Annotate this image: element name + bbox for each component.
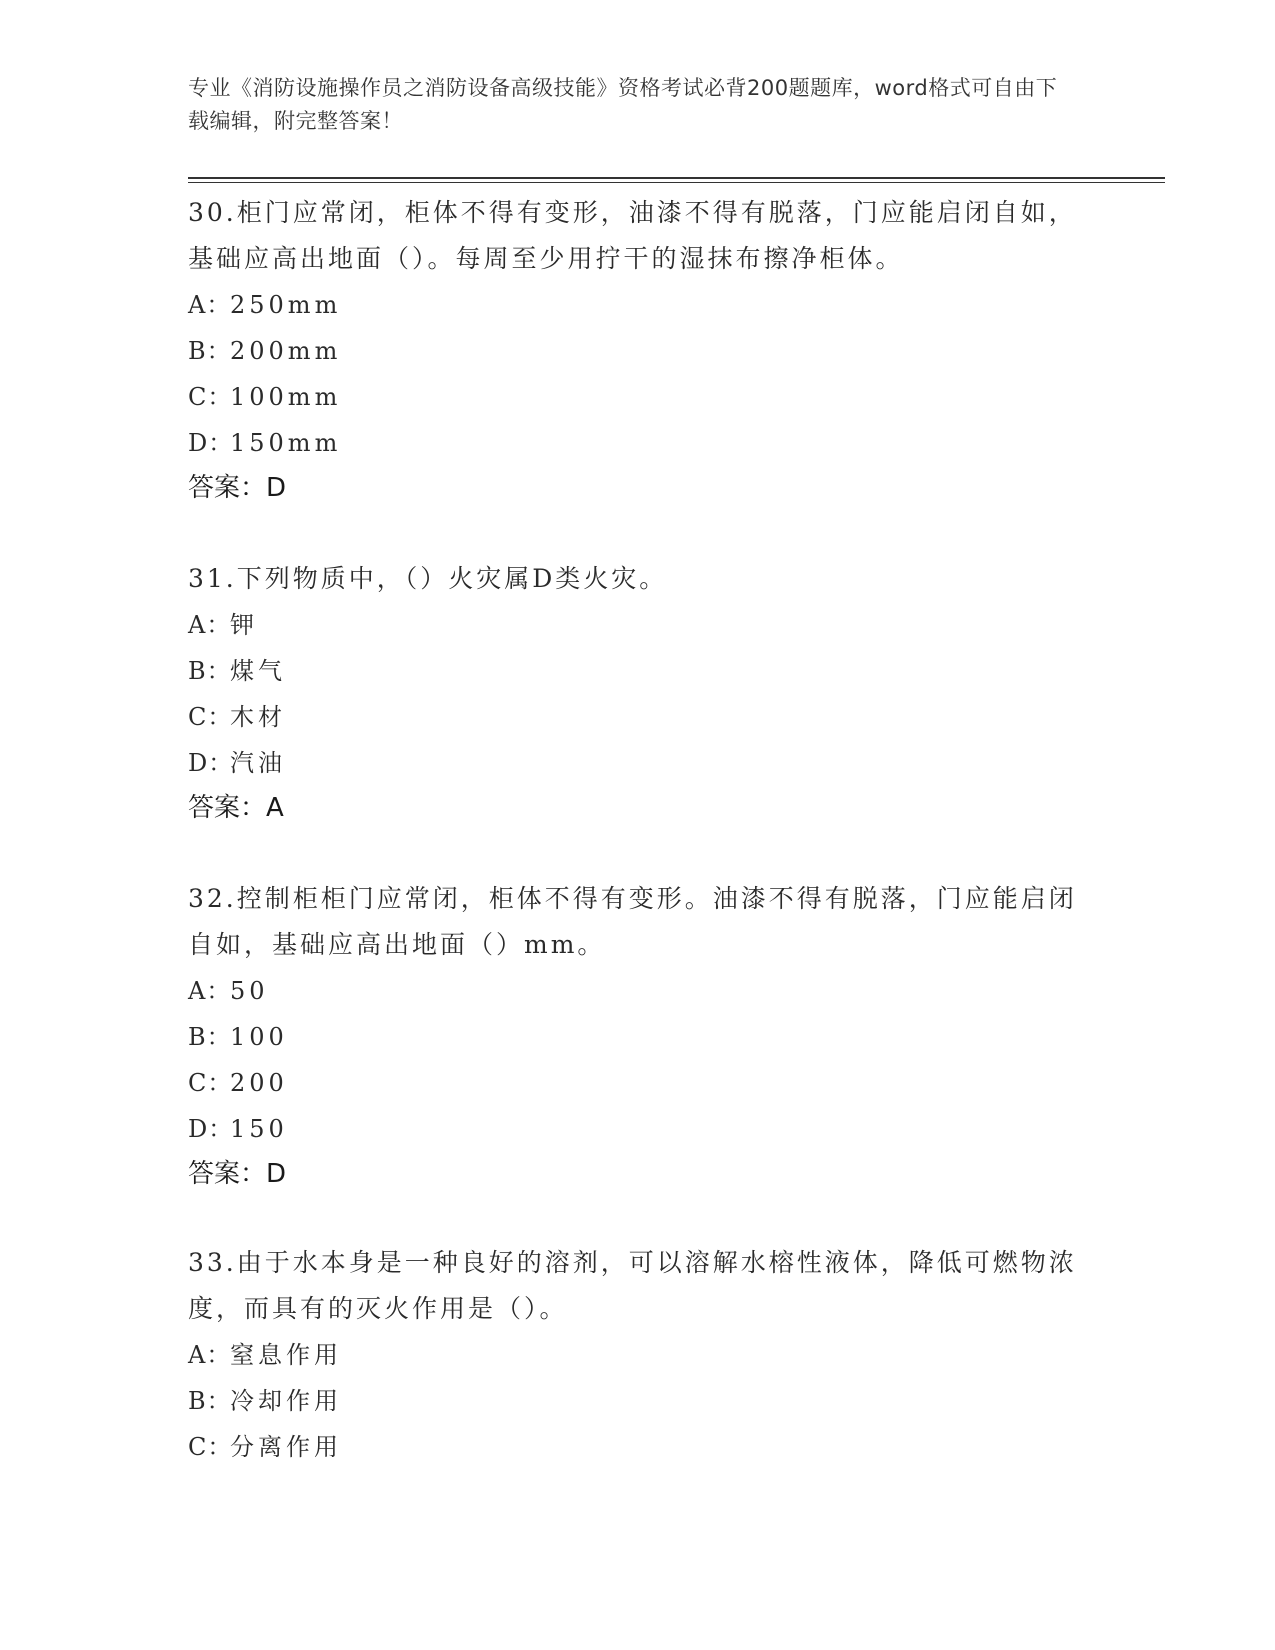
option-a	[188, 282, 1088, 328]
document-header: 专业《消防设施操作员之消防设备高级技能》资格考试必背200题题库，word格式可自由下载编辑，附完整答案！	[188, 76, 1058, 133]
question-32	[188, 876, 1088, 1196]
option-b	[188, 328, 1088, 374]
option-label: C：	[188, 1069, 233, 1097]
option-label: D：	[188, 749, 234, 777]
option-d	[188, 420, 1088, 466]
option-label: A：	[188, 291, 232, 319]
option-text: 250mm	[230, 291, 342, 319]
option-c	[188, 374, 1088, 420]
option-label: D：	[188, 429, 234, 457]
header-divider-thin	[188, 182, 1165, 183]
header-divider	[188, 177, 1165, 179]
option-label: B：	[188, 1023, 232, 1051]
question-stem: 31.下列物质中，（）火灾属D类火灾。	[188, 564, 668, 593]
option-text: 汽油	[230, 749, 286, 777]
option-text: 分离作用	[230, 1433, 342, 1461]
option-a	[188, 1332, 1088, 1378]
option-c	[188, 1424, 1088, 1470]
option-text: 200	[230, 1069, 288, 1097]
option-text: 150	[230, 1115, 288, 1143]
question-33	[188, 1240, 1088, 1470]
option-label: C：	[188, 703, 233, 731]
option-b	[188, 1014, 1088, 1060]
option-c	[188, 694, 1088, 740]
option-label: C：	[188, 383, 233, 411]
option-label: A：	[188, 611, 232, 639]
option-text: 窒息作用	[230, 1341, 342, 1369]
answer: 答案：D	[188, 1159, 287, 1189]
option-text: 煤气	[230, 657, 286, 685]
option-b	[188, 1378, 1088, 1424]
question-30	[188, 190, 1088, 510]
option-d	[188, 740, 1088, 786]
option-label: C：	[188, 1433, 233, 1461]
option-text: 钾	[230, 611, 258, 639]
option-text: 冷却作用	[230, 1387, 342, 1415]
option-label: A：	[188, 1341, 232, 1369]
option-text: 50	[230, 977, 269, 1005]
answer: 答案：D	[188, 473, 287, 503]
option-label: B：	[188, 1387, 232, 1415]
option-label: B：	[188, 657, 232, 685]
option-a	[188, 968, 1088, 1014]
option-label: B：	[188, 337, 232, 365]
option-text: 木材	[230, 703, 286, 731]
option-label: D：	[188, 1115, 234, 1143]
option-label: A：	[188, 977, 232, 1005]
option-c	[188, 1060, 1088, 1106]
option-text: 150mm	[230, 429, 342, 457]
option-text: 100mm	[230, 383, 342, 411]
question-stem: 32.控制柜柜门应常闭，柜体不得有变形。油漆不得有脱落，门应能启闭自如，基础应高出地面（）mm。	[188, 884, 1077, 959]
answer: 答案：A	[188, 793, 284, 823]
question-stem: 33.由于水本身是一种良好的溶剂，可以溶解水榕性液体，降低可燃物浓度，而具有的灭火作用是（）。	[188, 1248, 1077, 1323]
option-a	[188, 602, 1088, 648]
question-31	[188, 556, 1088, 830]
option-b	[188, 648, 1088, 694]
question-stem: 30.柜门应常闭，柜体不得有变形，油漆不得有脱落，门应能启闭自如，基础应高出地面（）。每周至少用拧干的湿抹布擦净柜体。	[188, 198, 1077, 273]
option-text: 200mm	[230, 337, 342, 365]
option-d	[188, 1106, 1088, 1152]
option-text: 100	[230, 1023, 288, 1051]
